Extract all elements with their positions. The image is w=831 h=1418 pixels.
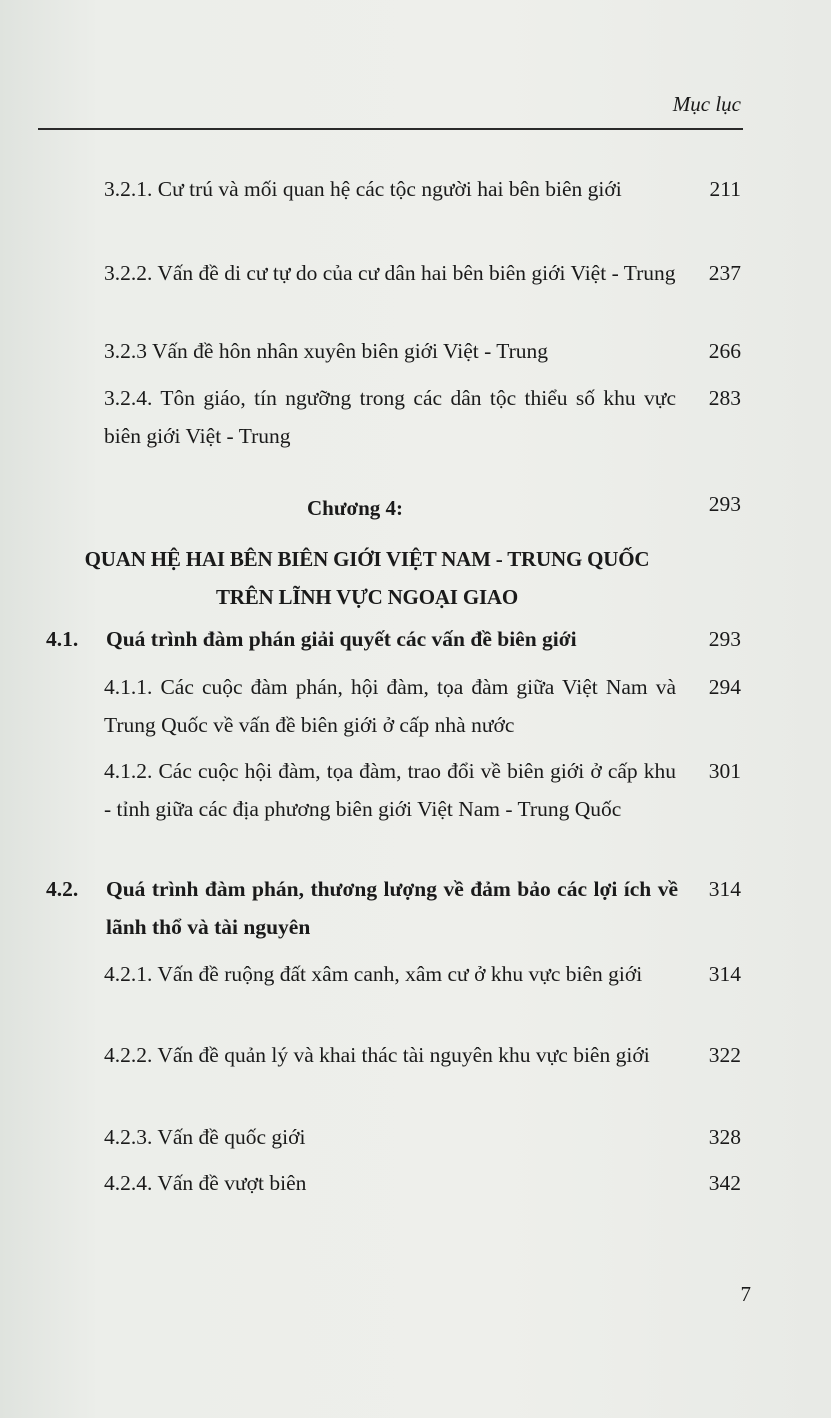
toc-entry-text: 3.2.4. Tôn giáo, tín ngưỡng trong các dân tộc thiểu số khu vực biên giới Việt - Trung: [104, 386, 676, 448]
toc-page-number: 293: [708, 627, 741, 651]
toc-entry-text: 3.2.3 Vấn đề hôn nhân xuyên biên giới Việt - Trung: [104, 339, 549, 363]
toc-page-number: 237: [708, 261, 741, 285]
toc-page-number: 342: [708, 1171, 741, 1195]
toc-entry-text: 4.2.2. Vấn đề quản lý và khai thác tài nguyên khu vực biên giới: [104, 1043, 650, 1067]
toc-page-number: 314: [708, 962, 741, 986]
toc-page-number: 211: [709, 177, 741, 201]
chapter-label: Chương 4:: [307, 496, 403, 520]
toc-page-number: 294: [708, 675, 741, 699]
section-title: Quá trình đàm phán giải quyết các vấn đề biên giới: [106, 627, 577, 651]
page-folio: 7: [740, 1282, 751, 1306]
toc-entry-text: 4.2.1. Vấn đề ruộng đất xâm canh, xâm cư ở khu vực biên giới: [104, 962, 643, 986]
toc-page-number: 283: [708, 386, 741, 410]
section-title: Quá trình đàm phán, thương lượng về đảm bảo các lợi ích về lãnh thổ và tài nguyên: [106, 877, 678, 939]
toc-page-number: 293: [708, 492, 741, 516]
toc-entry-text: 4.2.3. Vấn đề quốc giới: [104, 1125, 306, 1149]
toc-entry-text: 4.2.4. Vấn đề vượt biên: [104, 1171, 307, 1195]
toc-page-number: 301: [708, 759, 741, 783]
chapter-title-line: QUAN HỆ HAI BÊN BIÊN GIỚI VIỆT NAM - TRUNG QUỐC: [84, 547, 650, 571]
section-number: 4.1.: [46, 627, 79, 651]
toc-entry-text: 3.2.1. Cư trú và mối quan hệ các tộc người hai bên biên giới: [104, 177, 622, 201]
header-rule: [38, 128, 743, 130]
running-head: Mục lục: [672, 92, 741, 116]
chapter-title: [40, 540, 694, 616]
toc-page-number: 322: [708, 1043, 741, 1067]
toc-entry-text: 4.1.2. Các cuộc hội đàm, tọa đàm, trao đổi về biên giới ở cấp khu - tỉnh giữa các địa phương biên giới Việt Nam - Trung Quốc: [104, 759, 676, 821]
section-number: 4.2.: [46, 877, 79, 901]
toc-page-number: 328: [708, 1125, 741, 1149]
chapter-title-line: TRÊN LĨNH VỰC NGOẠI GIAO: [215, 585, 519, 609]
toc-page-number: 266: [708, 339, 741, 363]
toc-entry-text: 4.1.1. Các cuộc đàm phán, hội đàm, tọa đàm giữa Việt Nam và Trung Quốc về vấn đề biên giới ở cấp nhà nước: [104, 675, 676, 737]
toc-page-number: 314: [708, 877, 741, 901]
toc-entry-text: 3.2.2. Vấn đề di cư tự do của cư dân hai bên biên giới Việt - Trung: [104, 261, 676, 285]
